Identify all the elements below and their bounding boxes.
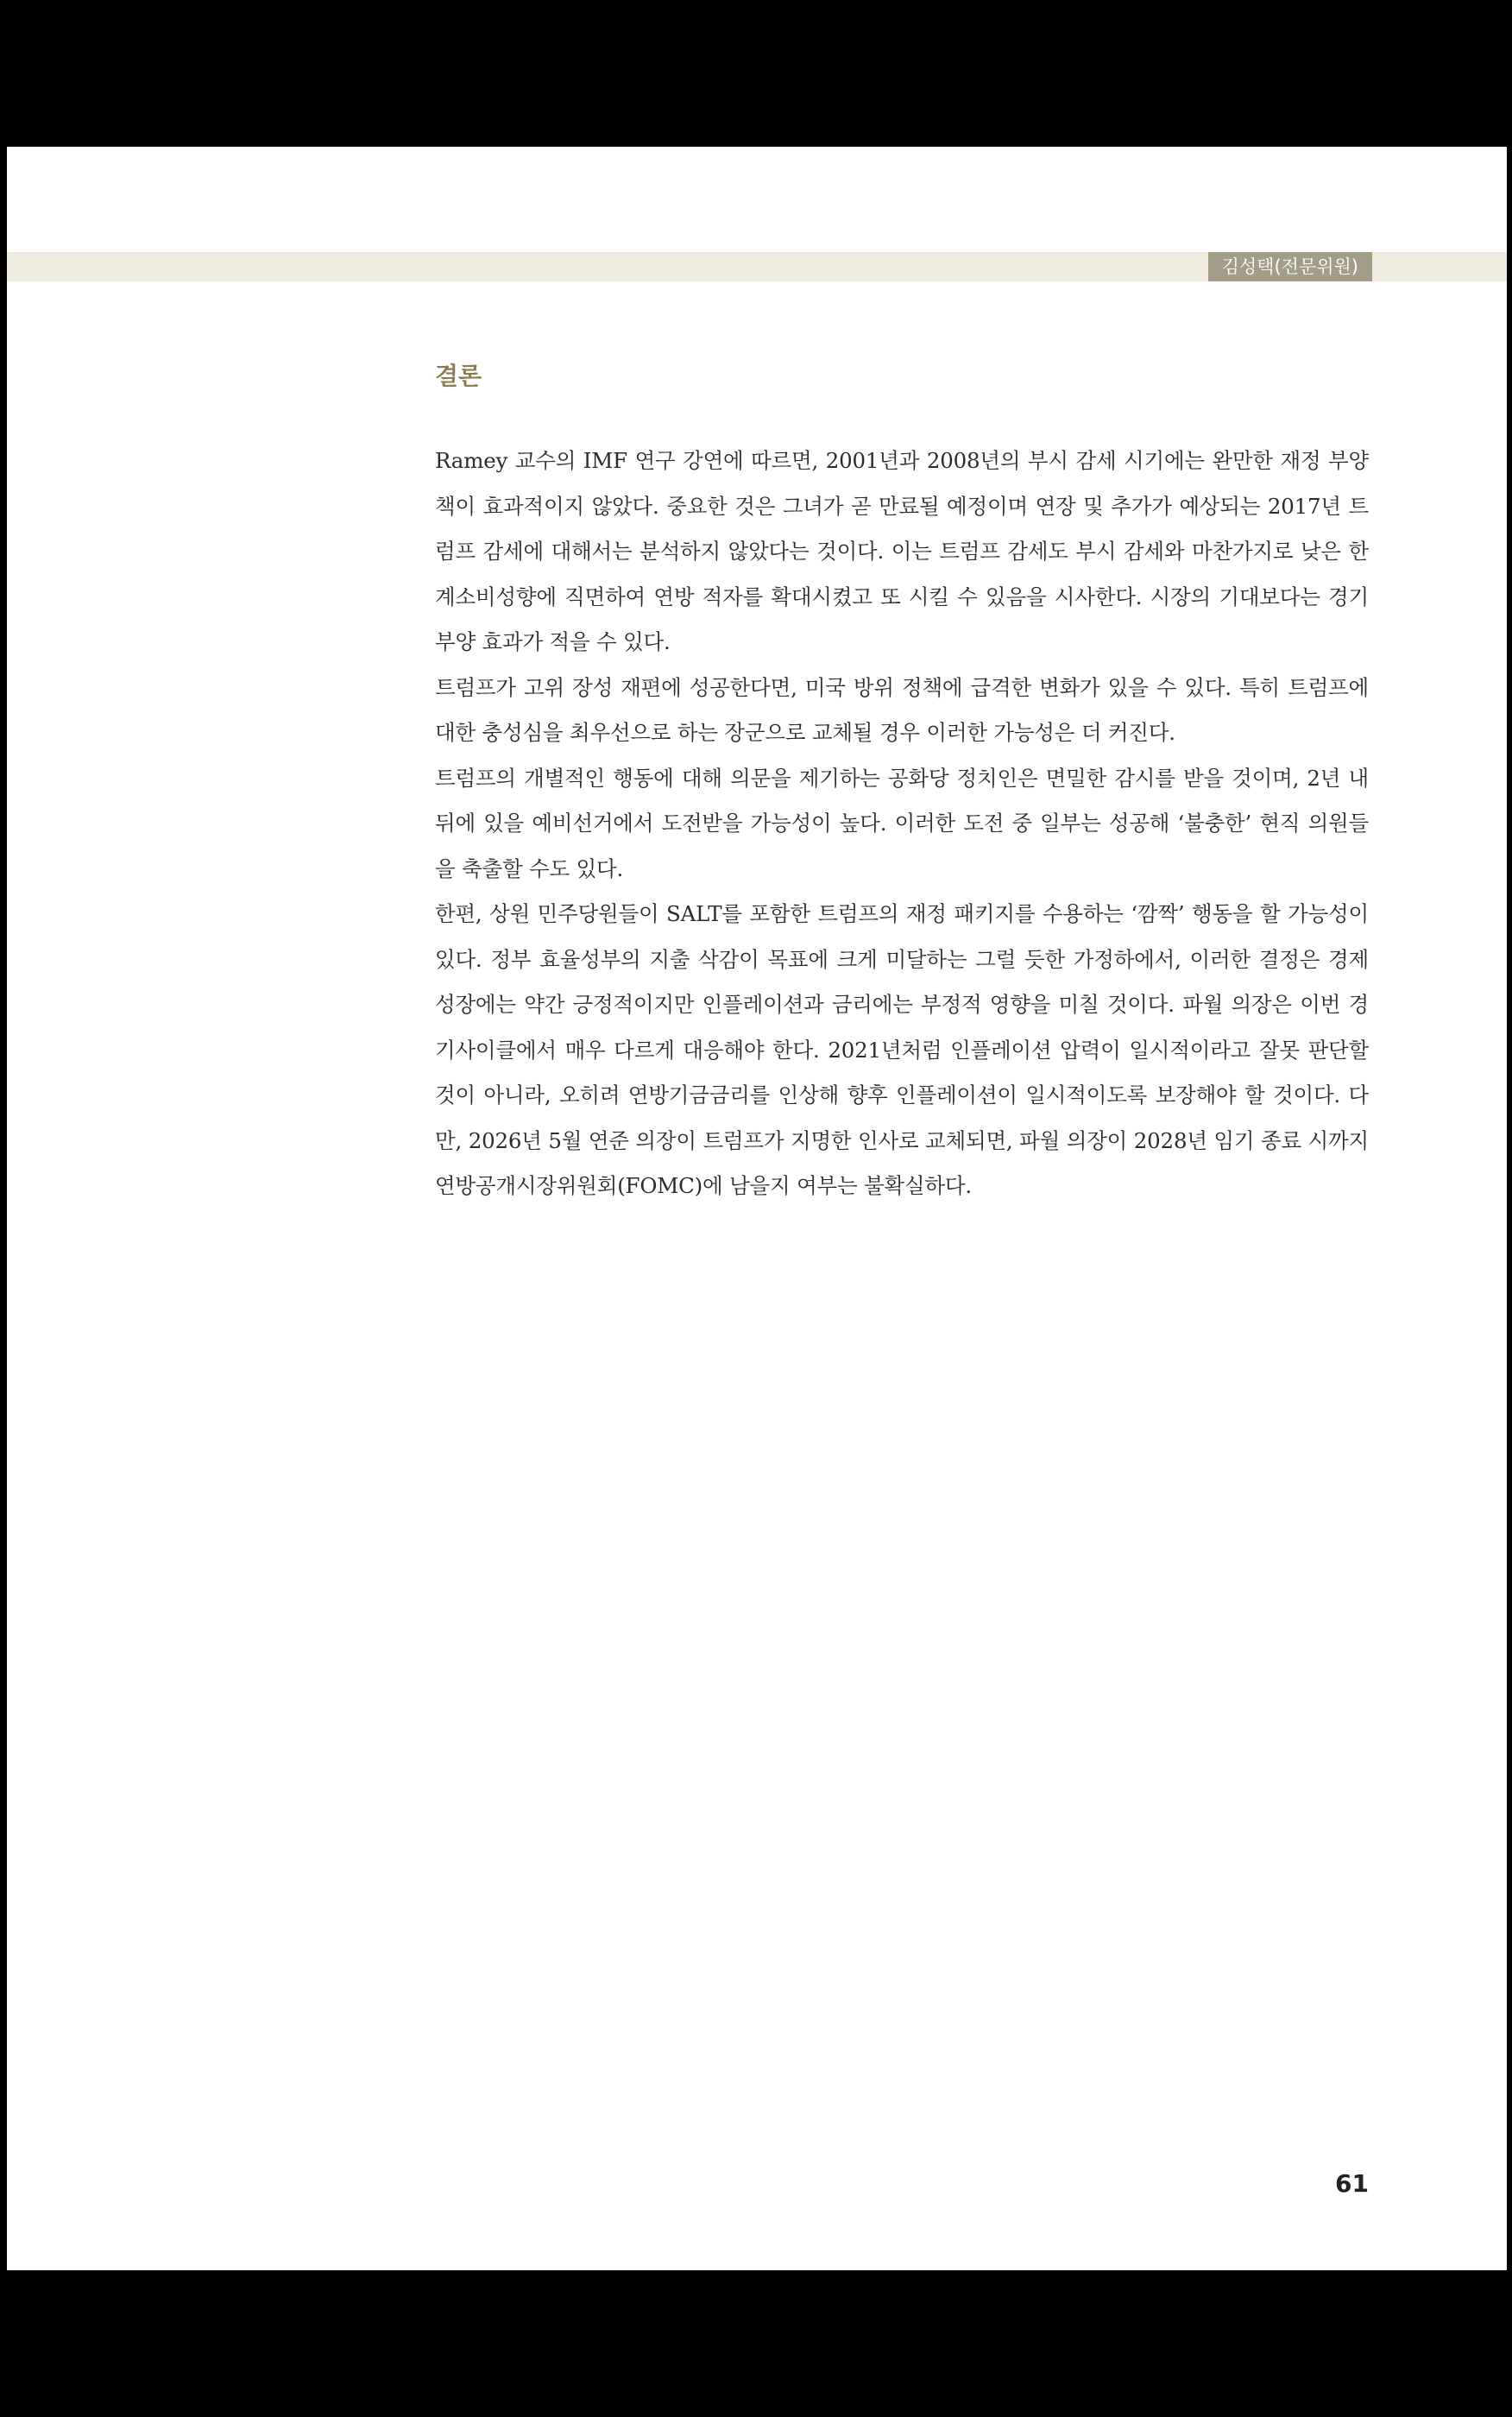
paragraph-1: Ramey 교수의 IMF 연구 강연에 따르면, 2001년과 2008년의 부시 감세 시기에는 완만한 재정 부양책이 효과적이지 않았다. 중요한 것은 그녀가 곧 만료될 예정이며 연장 및 추가가 예상되는 2017년 트럼프 감세에 대해서는 분석하지 않았다는 것이다. 이는 트럼프 감세도 부시 감세와 마찬가지로 낮은 한계소비성향에 직면하여 연방 적자를 확대시켰고 또 시킬 수 있음을 시사한다. 시장의 기대보다는 경기부양 효과가 적을 수 있다. xyxy=(435,448,1369,654)
paragraph-2: 트럼프가 고위 장성 재편에 성공한다면, 미국 방위 정책에 급격한 변화가 있을 수 있다. 특히 트럼프에 대한 충성심을 최우선으로 하는 장군으로 교체될 경우 이러한 가능성은 더 커진다. xyxy=(435,674,1369,745)
section-title: 결론 xyxy=(435,362,482,390)
body-text xyxy=(435,439,1369,1209)
document-page xyxy=(7,147,1507,2270)
paragraph-3: 트럼프의 개별적인 행동에 대해 의문을 제기하는 공화당 정치인은 면밀한 감시를 받을 것이며, 2년 내 뒤에 있을 예비선거에서 도전받을 가능성이 높다. 이러한 도전 중 일부는 성공해 ‘불충한’ 현직 의원들을 축출할 수도 있다. xyxy=(435,765,1369,881)
author-tag: 김성택(전문위원) xyxy=(1208,252,1372,281)
page-number: 61 xyxy=(1335,2169,1369,2198)
paragraph-4: 한편, 상원 민주당원들이 SALT를 포함한 트럼프의 재정 패키지를 수용하는 ‘깜짝’ 행동을 할 가능성이 있다. 정부 효율성부의 지출 삭감이 목표에 크게 미달하는 그럴 듯한 가정하에서, 이러한 결정은 경제 성장에는 약간 긍정적이지만 인플레이션과 금리에는 부정적 영향을 미칠 것이다. 파월 의장은 이번 경기사이클에서 매우 다르게 대응해야 한다. 2021년처럼 인플레이션 압력이 일시적이라고 잘못 판단할 것이 아니라, 오히려 연방기금금리를 인상해 향후 인플레이션이 일시적이도록 보장해야 할 것이다. 다만, 2026년 5월 연준 의장이 트럼프가 지명한 인사로 교체되면, 파월 의장이 2028년 임기 종료 시까지 연방공개시장위원회(FOMC)에 남을지 여부는 불확실하다. xyxy=(435,901,1369,1198)
